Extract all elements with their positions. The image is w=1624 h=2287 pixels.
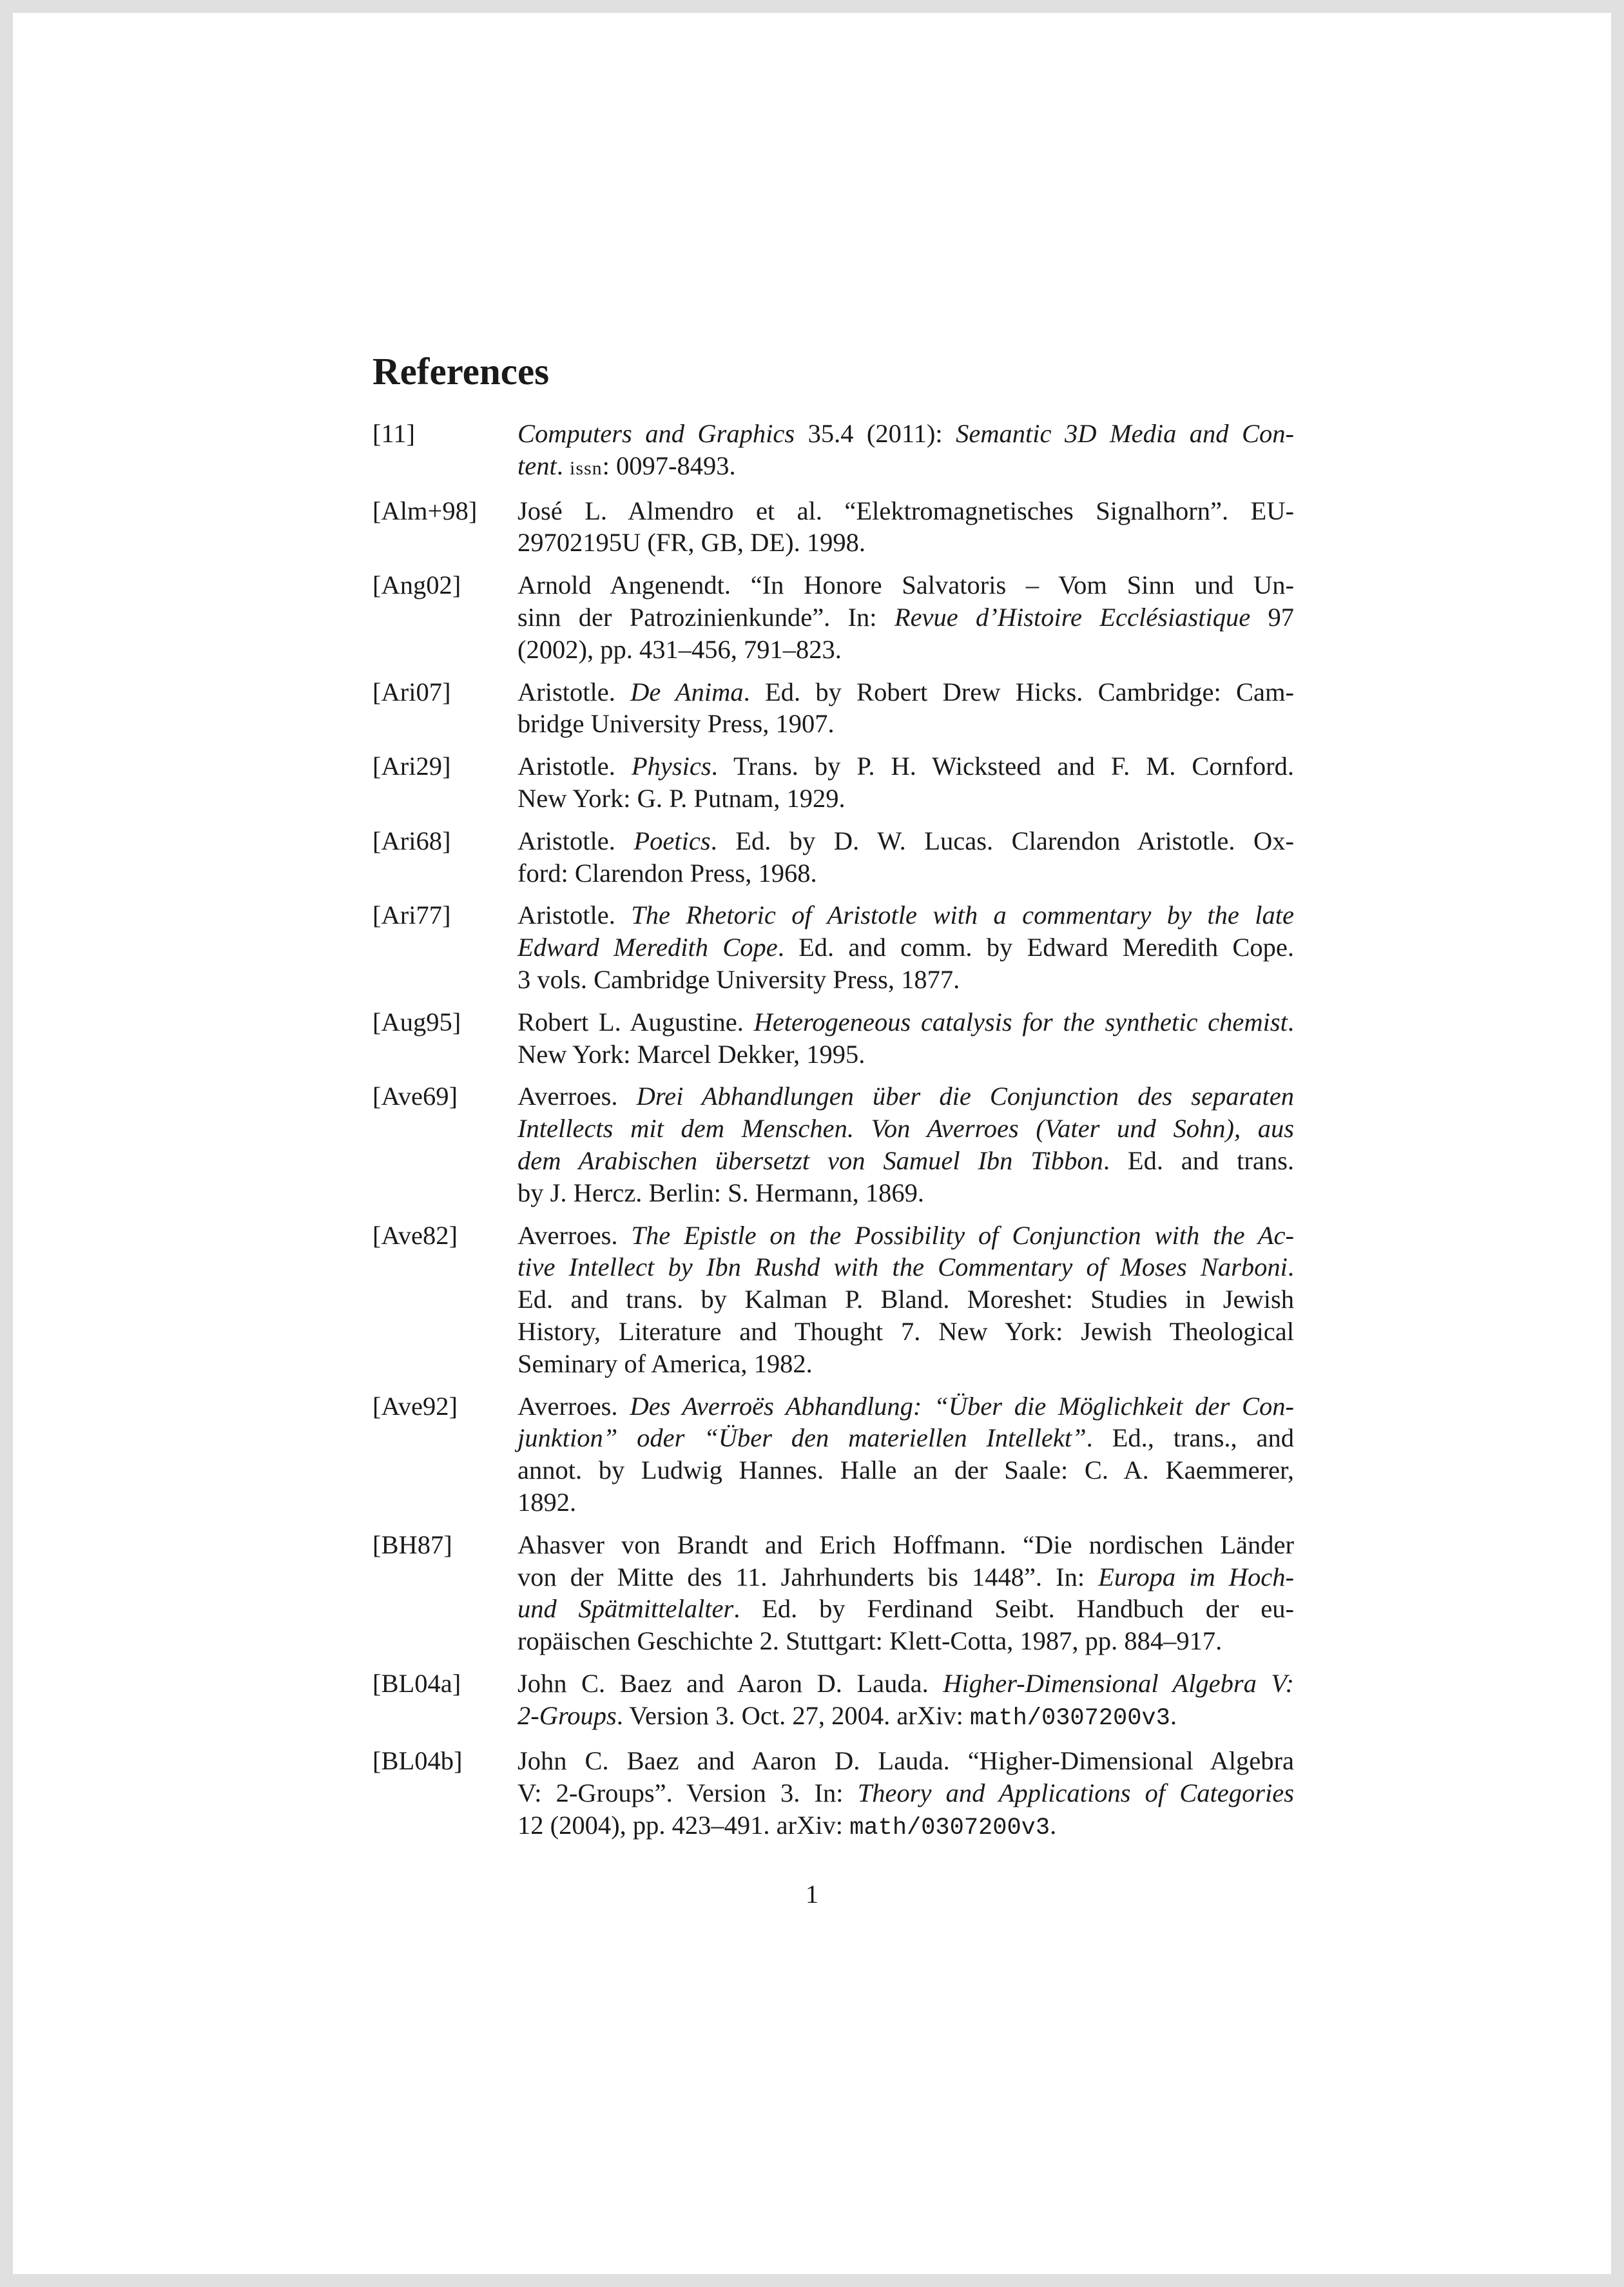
reference-line: [517, 750, 1294, 783]
reference-segment: Seminary of America, 1982.: [517, 1348, 813, 1378]
reference-text: [517, 495, 1294, 560]
reference-line: [517, 1486, 1294, 1519]
reference-line: [517, 857, 1294, 890]
reference-entry: [372, 1006, 1317, 1071]
reference-line: [517, 450, 1294, 485]
reference-label: [Aug95]: [372, 1007, 461, 1036]
italic-text: Computers and Graphics: [517, 419, 795, 448]
italic-text: Theory and Applications of Categories: [857, 1778, 1295, 1808]
reference-label: [Ave92]: [372, 1391, 458, 1421]
reference-segment: .: [1287, 1252, 1294, 1282]
reference-line: [517, 1251, 1294, 1283]
italic-text: 2-Groups: [517, 1700, 617, 1730]
reference-entry: [372, 495, 1317, 560]
reference-segment: John C. Baez and Aaron D. Lauda. “Higher-Dimensional Algebra: [517, 1746, 1294, 1776]
reference-line: [517, 1038, 1294, 1071]
reference-text: [517, 750, 1294, 815]
reference-label: [Ari77]: [372, 900, 451, 930]
reference-line: [517, 1668, 1294, 1700]
reference-segment: by J. Hercz. Berlin: S. Hermann, 1869.: [517, 1178, 924, 1207]
reference-segment: José L. Almendro et al. “Elektromagnetisches Signalhorn”. EU-: [517, 496, 1294, 525]
reference-entry: [372, 676, 1317, 741]
reference-line: [517, 1625, 1294, 1657]
reference-line: [517, 1283, 1294, 1316]
reference-label: [BL04b]: [372, 1746, 463, 1776]
reference-segment: V: 2-Groups”. Version 3. In:: [517, 1778, 858, 1808]
italic-text: De Anima: [630, 677, 744, 706]
reference-segment: . Ed. and comm. by Edward Meredith Cope.: [777, 933, 1295, 962]
italic-text: Europa im Hoch-: [1098, 1562, 1294, 1591]
arxiv-id: math/0307200v3: [969, 1704, 1170, 1732]
italic-text: The Epistle on the Possibility of Conjunction with the Ac-: [631, 1220, 1294, 1250]
reference-line: [517, 964, 1294, 996]
reference-segment: 97: [1250, 602, 1294, 632]
reference-text: [517, 1390, 1294, 1519]
reference-text: [517, 1668, 1294, 1735]
italic-text: tent: [517, 451, 557, 480]
reference-segment: . Ed., trans., and: [1086, 1423, 1294, 1453]
reference-segment: Aristotle.: [517, 900, 632, 930]
reference-line: [517, 1529, 1294, 1561]
reference-segment: . Trans. by P. H. Wicksteed and F. M. Cornford.: [711, 752, 1295, 781]
reference-label: [BH87]: [372, 1530, 452, 1559]
reference-segment: 12 (2004), pp. 423–491. arXiv:: [517, 1811, 850, 1840]
reference-text: [517, 676, 1294, 741]
reference-text: [517, 1220, 1294, 1380]
reference-line: [517, 1145, 1294, 1177]
reference-label: [BL04a]: [372, 1668, 461, 1698]
reference-text: [517, 899, 1294, 995]
reference-segment: Averroes.: [517, 1082, 637, 1111]
reference-label: [Ave82]: [372, 1220, 458, 1250]
italic-text: Semantic 3D Media and Con-: [956, 419, 1294, 448]
reference-line: [517, 1177, 1294, 1209]
italic-text: Intellects mit dem Menschen. Von Averroes (Vater und Sohn), aus: [517, 1114, 1294, 1144]
reference-line: [517, 1593, 1294, 1625]
reference-segment: . Ed. and trans.: [1103, 1145, 1294, 1175]
reference-segment: Robert L. Augustine.: [517, 1007, 754, 1036]
italic-text: Higher-Dimensional Algebra V:: [943, 1668, 1294, 1698]
italic-text: Edward Meredith Cope: [517, 933, 778, 962]
reference-segment: ropäischen Geschichte 2. Stuttgart: Klett-Cotta, 1987, pp. 884–917.: [517, 1626, 1223, 1656]
reference-line: [517, 527, 1294, 559]
reference-text: [517, 1745, 1294, 1844]
reference-segment: .: [1050, 1811, 1057, 1840]
italic-text: Physics: [631, 752, 711, 781]
reference-segment: annot. by Ludwig Hannes. Halle an der Saale: C. A. Kaemmerer,: [517, 1455, 1294, 1485]
reference-text: [517, 569, 1294, 665]
reference-segment: . Version 3. Oct. 27, 2004. arXiv:: [616, 1700, 970, 1730]
reference-text: [517, 1006, 1294, 1071]
reference-segment: Ed. and trans. by Kalman P. Bland. Moreshet: Studies in Jewish: [517, 1285, 1294, 1314]
reference-segment: issn: [569, 457, 603, 479]
reference-segment: 1892.: [517, 1487, 577, 1517]
reference-line: [517, 783, 1294, 815]
reference-line: [517, 1700, 1294, 1735]
reference-text: [517, 1529, 1294, 1657]
reference-segment: New York: G. P. Putnam, 1929.: [517, 783, 846, 813]
reference-line: [517, 1220, 1294, 1252]
italic-text: junktion” oder “Über den materiellen Intellekt”: [517, 1423, 1087, 1453]
reference-line: [517, 1390, 1294, 1423]
document-page: [13, 13, 1611, 2274]
reference-segment: (2002), pp. 431–456, 791–823.: [517, 634, 842, 664]
arxiv-id: math/0307200v3: [849, 1815, 1050, 1842]
reference-entry: [372, 750, 1317, 815]
references-heading: References: [372, 350, 550, 393]
reference-segment: 29702195U (FR, GB, DE). 1998.: [517, 528, 866, 558]
reference-segment: John C. Baez and Aaron D. Lauda.: [517, 1668, 943, 1698]
reference-label: [11]: [372, 419, 415, 448]
reference-line: [517, 1113, 1294, 1145]
reference-entry: [372, 1220, 1317, 1380]
italic-text: Des Averroës Abhandlung: “Über die Möglichkeit der Con-: [630, 1391, 1295, 1421]
reference-line: [517, 1745, 1294, 1777]
reference-label: [Ari68]: [372, 826, 451, 855]
reference-segment: Aristotle.: [517, 677, 631, 706]
reference-label: [Ave69]: [372, 1082, 458, 1111]
reference-segment: Aristotle.: [517, 826, 634, 855]
reference-segment: sinn der Patrozinienkunde”. In:: [517, 602, 894, 632]
reference-line: [517, 1561, 1294, 1593]
references-list: [372, 418, 1317, 1855]
reference-entry: [372, 1080, 1317, 1209]
reference-line: [517, 1080, 1294, 1113]
italic-text: tive Intellect by Ibn Rushd with the Commentary of Moses Narboni: [517, 1252, 1288, 1282]
reference-line: [517, 1454, 1294, 1486]
reference-segment: .: [1287, 1007, 1294, 1036]
reference-label: [Alm+98]: [372, 496, 478, 525]
italic-text: The Rhetoric of Aristotle with a commentary by the late: [631, 900, 1294, 930]
reference-line: [517, 1006, 1294, 1038]
reference-segment: .: [1170, 1700, 1177, 1730]
italic-text: Heterogeneous catalysis for the synthetic chemist: [753, 1007, 1288, 1036]
reference-line: [517, 418, 1294, 450]
reference-segment: ford: Clarendon Press, 1968.: [517, 858, 817, 888]
reference-line: [517, 1422, 1294, 1454]
reference-line: [517, 1777, 1294, 1809]
reference-segment: . Ed. by Robert Drew Hicks. Cambridge: Cam-: [743, 677, 1295, 706]
reference-label: [Ang02]: [372, 570, 461, 600]
reference-line: [517, 569, 1294, 601]
reference-line: [517, 634, 1294, 666]
reference-line: [517, 931, 1294, 964]
reference-entry: [372, 825, 1317, 890]
reference-segment: von der Mitte des 11. Jahrhunderts bis 1448”. In:: [517, 1562, 1099, 1591]
reference-line: [517, 676, 1294, 708]
reference-label: [Ari07]: [372, 677, 451, 706]
reference-segment: .: [556, 451, 570, 480]
reference-segment: . Ed. by D. W. Lucas. Clarendon Aristotle. Ox-: [710, 826, 1294, 855]
reference-line: [517, 1348, 1294, 1380]
reference-segment: New York: Marcel Dekker, 1995.: [517, 1039, 865, 1069]
italic-text: Revue d’Histoire Ecclésiastique: [894, 602, 1251, 632]
reference-line: [517, 1316, 1294, 1348]
italic-text: und Spätmittelalter: [517, 1594, 734, 1624]
reference-segment: bridge University Press, 1907.: [517, 709, 835, 739]
reference-entry: [372, 569, 1317, 665]
reference-segment: 3 vols. Cambridge University Press, 1877.: [517, 964, 960, 994]
italic-text: dem Arabischen übersetzt von Samuel Ibn Tibbon: [517, 1145, 1103, 1175]
reference-text: [517, 418, 1294, 485]
reference-segment: Arnold Angenendt. “In Honore Salvatoris – Vom Sinn und Un-: [517, 570, 1294, 600]
reference-label: [Ari29]: [372, 752, 451, 781]
italic-text: Drei Abhandlungen über die Conjunction des separaten: [636, 1082, 1294, 1111]
reference-entry: [372, 418, 1317, 485]
reference-line: [517, 899, 1294, 931]
reference-segment: . Ed. by Ferdinand Seibt. Handbuch der eu-: [733, 1594, 1294, 1624]
reference-segment: 35.4 (2011):: [795, 419, 956, 448]
reference-line: [517, 495, 1294, 527]
reference-entry: [372, 1390, 1317, 1519]
reference-segment: Averroes.: [517, 1220, 632, 1250]
reference-text: [517, 1080, 1294, 1209]
reference-entry: [372, 1529, 1317, 1657]
reference-line: [517, 1809, 1294, 1845]
reference-line: [517, 825, 1294, 857]
reference-line: [517, 601, 1294, 634]
italic-text: Poetics: [633, 826, 711, 855]
reference-text: [517, 825, 1294, 890]
reference-entry: [372, 1745, 1317, 1844]
page-number: 1: [805, 1880, 819, 1909]
reference-segment: History, Literature and Thought 7. New York: Jewish Theological: [517, 1316, 1294, 1346]
reference-line: [517, 708, 1294, 740]
reference-entry: [372, 899, 1317, 995]
reference-segment: : 0097-8493.: [602, 451, 736, 480]
reference-segment: Averroes.: [517, 1391, 630, 1421]
reference-segment: Ahasver von Brandt and Erich Hoffmann. “Die nordischen Länder: [517, 1530, 1294, 1559]
reference-segment: Aristotle.: [517, 752, 632, 781]
reference-entry: [372, 1668, 1317, 1735]
